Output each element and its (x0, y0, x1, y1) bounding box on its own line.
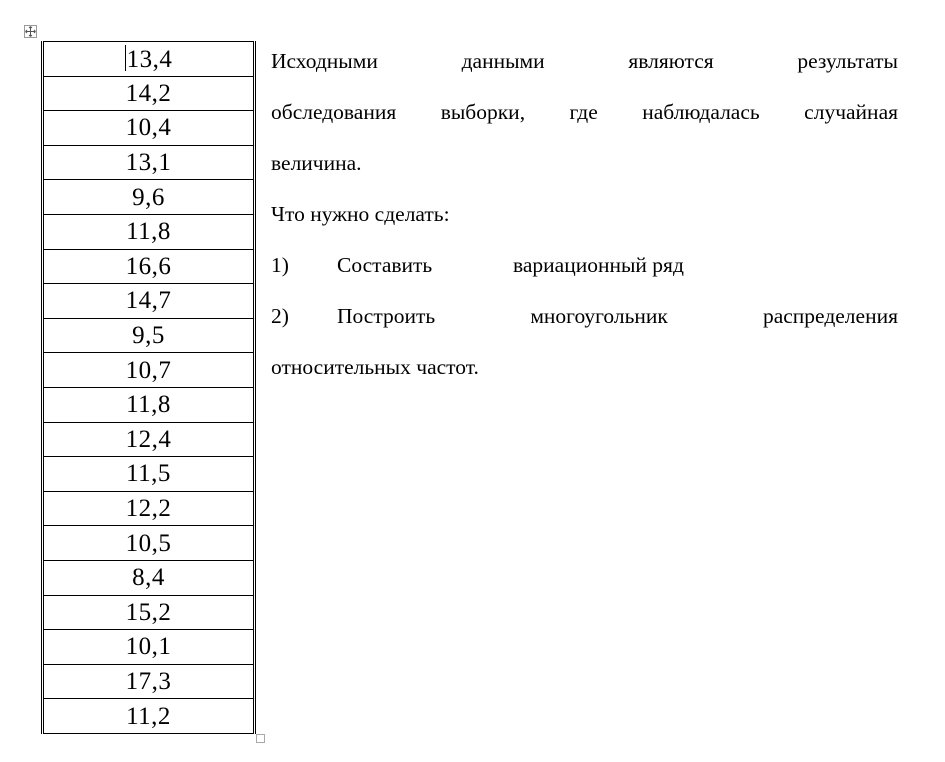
table-cell[interactable]: 10,5 (43, 526, 255, 561)
table-cell[interactable]: 12,2 (43, 491, 255, 526)
list-item-2-continuation: относительных частот. (271, 355, 479, 379)
table-cell[interactable]: 16,6 (43, 249, 255, 284)
table-row (43, 422, 255, 457)
table-row (43, 76, 255, 111)
word: вариационный ряд (513, 253, 684, 277)
word: Исходными (271, 49, 378, 73)
table-row (43, 42, 255, 77)
table-cell[interactable]: 10,1 (43, 630, 255, 665)
list-item-2 (271, 291, 898, 342)
table-move-handle-icon[interactable] (24, 25, 37, 38)
table-row (43, 284, 255, 319)
list-item-1 (271, 240, 898, 291)
intro-line-2: обследования выборки, где наблюдалась случайная (271, 100, 898, 124)
table-cell[interactable]: 11,5 (43, 457, 255, 492)
table-cell[interactable]: 11,2 (43, 699, 255, 734)
word: Составить (337, 253, 433, 277)
list-number: 2) (271, 304, 289, 328)
table-cell[interactable]: 11,8 (43, 214, 255, 249)
table-row (43, 526, 255, 561)
table-row (43, 387, 255, 422)
table-row (43, 457, 255, 492)
table-resize-handle-icon[interactable] (256, 734, 265, 743)
word: являются (628, 49, 714, 73)
table-row (43, 180, 255, 215)
table-cell[interactable]: 13,4 (43, 42, 255, 77)
text-cursor (125, 45, 126, 71)
table-cell[interactable]: 10,4 (43, 111, 255, 146)
table-row (43, 595, 255, 630)
word: Построить (337, 304, 436, 328)
table-row (43, 630, 255, 665)
table-row (43, 560, 255, 595)
table-row (43, 214, 255, 249)
table-cell[interactable]: 17,3 (43, 664, 255, 699)
table-cell[interactable]: 12,4 (43, 422, 255, 457)
table-row (43, 111, 255, 146)
table-row (43, 699, 255, 734)
task-description[interactable] (271, 36, 898, 393)
table-cell[interactable]: 9,6 (43, 180, 255, 215)
table-row (43, 145, 255, 180)
data-table[interactable] (41, 41, 256, 734)
table-row (43, 491, 255, 526)
table-row (43, 318, 255, 353)
intro-line-3: величина. (271, 151, 362, 175)
word: данными (461, 49, 545, 73)
table-cell[interactable]: 15,2 (43, 595, 255, 630)
table-cell[interactable]: 13,1 (43, 145, 255, 180)
word: результаты (797, 49, 898, 73)
task-heading: Что нужно сделать: (271, 202, 450, 226)
table-cell[interactable]: 9,5 (43, 318, 255, 353)
table-row (43, 664, 255, 699)
word: многоугольник (530, 304, 668, 328)
table-row (43, 353, 255, 388)
list-number: 1) (271, 253, 289, 277)
intro-paragraph (271, 36, 898, 87)
table-cell[interactable]: 14,7 (43, 284, 255, 319)
table-cell[interactable]: 8,4 (43, 560, 255, 595)
table-cell[interactable]: 11,8 (43, 387, 255, 422)
table-row (43, 249, 255, 284)
table-cell[interactable]: 14,2 (43, 76, 255, 111)
table-cell[interactable]: 10,7 (43, 353, 255, 388)
word: распределения (762, 304, 898, 328)
